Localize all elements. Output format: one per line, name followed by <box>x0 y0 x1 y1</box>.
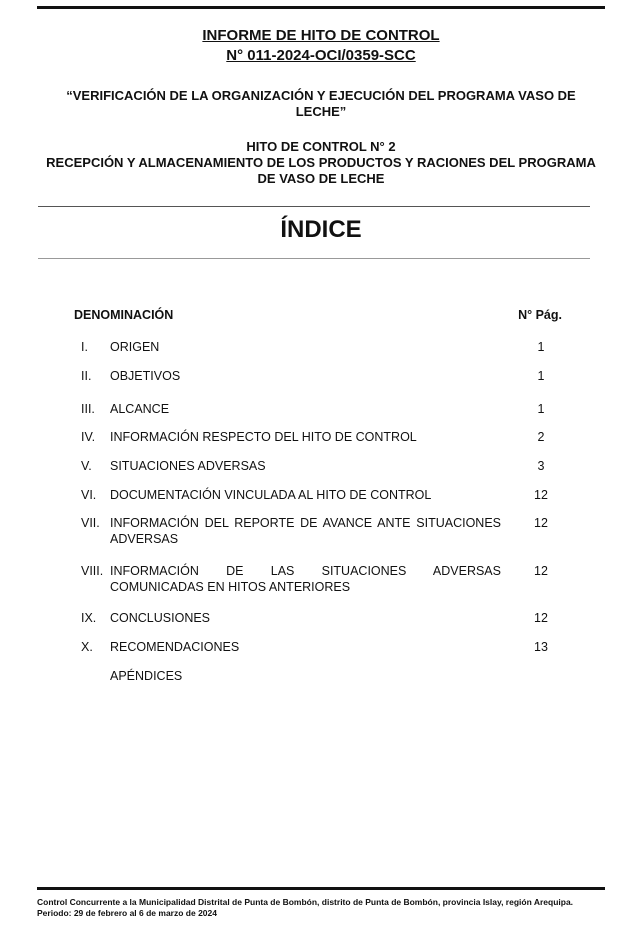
toc-item-page: 1 <box>537 340 545 354</box>
report-header <box>37 26 605 186</box>
toc-item-number: IX. <box>81 611 97 625</box>
top-rule <box>37 6 605 9</box>
toc-item-number: IV. <box>81 430 96 444</box>
report-subject: “VERIFICACIÓN DE LA ORGANIZACIÓN Y EJECUCIÓN DEL PROGRAMA VASO DE LECHE” <box>66 88 576 119</box>
toc-item-number: VII. <box>81 516 100 530</box>
report-number: N° 011-2024-OCI/0359-SCC <box>226 47 416 64</box>
toc-item-page: 3 <box>537 459 545 473</box>
footer-rule <box>37 887 605 890</box>
footer-period-line: Periodo: 29 de febrero al 6 de marzo de 2024 <box>37 908 217 918</box>
toc-item-label: INFORMACIÓN DE LAS SITUACIONES ADVERSAS COMUNICADAS EN HITOS ANTERIORES <box>110 564 501 594</box>
hito-number: HITO DE CONTROL N° 2 <box>246 139 396 154</box>
toc-item-number: VIII. <box>81 564 104 578</box>
toc-item-number: X. <box>81 640 93 654</box>
separator-line <box>38 258 590 259</box>
toc-item-label: INFORMACIÓN DEL REPORTE DE AVANCE ANTE SITUACIONES ADVERSAS <box>110 516 501 546</box>
index-title: ÍNDICE <box>280 216 362 243</box>
toc-item-number: III. <box>81 402 95 416</box>
separator-line <box>38 206 590 207</box>
toc-item-label: OBJETIVOS <box>110 369 181 383</box>
toc-item-label: DOCUMENTACIÓN VINCULADA AL HITO DE CONTROL <box>110 488 432 502</box>
toc-item-number: V. <box>81 459 92 473</box>
toc-item-number: VI. <box>81 488 97 502</box>
toc-column-denomination: DENOMINACIÓN <box>74 308 174 322</box>
page-footer <box>37 897 605 919</box>
toc-item-page: 12 <box>534 488 548 502</box>
toc-item-number: I. <box>81 340 88 354</box>
toc-item-page: 12 <box>534 516 548 530</box>
toc-item-page: 13 <box>534 640 548 654</box>
toc-item-label: INFORMACIÓN RESPECTO DEL HITO DE CONTROL <box>110 430 417 444</box>
toc-header <box>74 308 562 322</box>
toc-item-page: 2 <box>537 430 545 444</box>
toc-item-label: CONCLUSIONES <box>110 611 211 625</box>
toc-item-page: 12 <box>534 611 548 625</box>
toc-item-page: 1 <box>537 402 545 416</box>
toc-item-label: RECOMENDACIONES <box>110 640 240 654</box>
hito-title: RECEPCIÓN Y ALMACENAMIENTO DE LOS PRODUCTOS Y RACIONES DEL PROGRAMA DE VASO DE LECHE <box>46 155 596 186</box>
toc-item-label: SITUACIONES ADVERSAS <box>110 459 266 473</box>
footer-entity-line: Control Concurrente a la Municipalidad Distrital de Punta de Bombón, distrito de Punta de Bombón, provincia Islay, región Arequipa. <box>37 897 574 907</box>
toc-item-label: ORIGEN <box>110 340 160 354</box>
toc-item-number: II. <box>81 369 92 383</box>
toc-item-label: APÉNDICES <box>110 669 183 683</box>
hito-block <box>37 139 605 187</box>
toc-item-page: 1 <box>537 369 545 383</box>
toc-column-page: N° Pág. <box>518 308 562 322</box>
report-title: INFORME DE HITO DE CONTROL <box>202 27 440 44</box>
toc-item-label: ALCANCE <box>110 402 170 416</box>
toc-item-page: 12 <box>534 564 548 578</box>
